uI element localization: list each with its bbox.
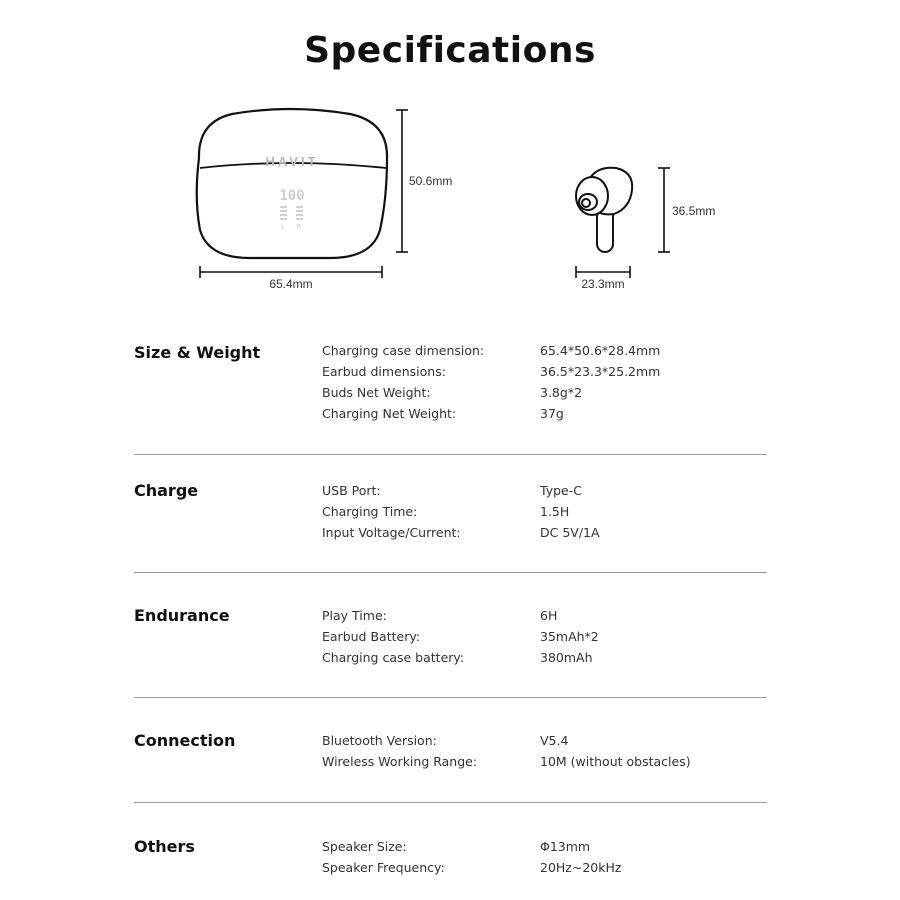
spec-row <box>322 525 762 545</box>
spec-key: Speaker Frequency: <box>322 860 445 875</box>
section-divider <box>134 802 767 803</box>
spec-row <box>322 608 762 628</box>
spec-key: Charging case dimension: <box>322 343 485 358</box>
brand-logo: HAVIT <box>265 154 319 169</box>
spec-key: Charging Net Weight: <box>322 406 457 421</box>
charging-case-illustration <box>197 109 387 258</box>
led-left-label: L <box>280 223 286 231</box>
spec-row <box>322 754 762 774</box>
spec-row <box>322 385 762 405</box>
spec-value: Φ13mm <box>540 839 591 854</box>
bud-width-label: 23.3mm <box>581 277 625 291</box>
spec-key: Wireless Working Range: <box>322 754 478 769</box>
section-title-connection: Connection <box>134 731 236 750</box>
spec-value: 65.4*50.6*28.4mm <box>540 343 661 358</box>
spec-value: 1.5H <box>540 504 570 519</box>
spec-row <box>322 364 762 384</box>
spec-value: 20Hz~20kHz <box>540 860 622 875</box>
spec-value: 380mAh <box>540 650 593 665</box>
spec-key: Charging case battery: <box>322 650 465 665</box>
spec-key: USB Port: <box>322 483 381 498</box>
led-digits: 100 <box>279 188 305 204</box>
section-divider <box>134 697 767 698</box>
spec-row <box>322 406 762 426</box>
spec-key: Charging Time: <box>322 504 418 519</box>
case-height-label: 50.6mm <box>409 174 453 188</box>
section-title-others: Others <box>134 837 195 856</box>
section-divider <box>134 454 767 455</box>
spec-row <box>322 629 762 649</box>
product-dimension-diagram <box>0 0 900 300</box>
case-height-dimension <box>396 110 408 252</box>
spec-row <box>322 483 762 503</box>
spec-row <box>322 839 762 859</box>
section-title-endurance: Endurance <box>134 606 230 625</box>
section-divider <box>134 572 767 573</box>
page-title: Specifications <box>304 30 596 71</box>
spec-row <box>322 650 762 670</box>
section-title-size-weight: Size & Weight <box>134 343 261 362</box>
spec-value: DC 5V/1A <box>540 525 600 540</box>
section-title-charge: Charge <box>134 481 199 500</box>
bud-height-label: 36.5mm <box>672 204 716 218</box>
earbud-illustration <box>576 168 632 252</box>
spec-key: Earbud dimensions: <box>322 364 446 379</box>
spec-row <box>322 343 762 363</box>
spec-value: 35mAh*2 <box>540 629 599 644</box>
spec-value: 3.8g*2 <box>540 385 583 400</box>
spec-key: Earbud Battery: <box>322 629 421 644</box>
spec-key: Speaker Size: <box>322 839 407 854</box>
spec-value: 10M (without obstacles) <box>540 754 691 769</box>
spec-key: Bluetooth Version: <box>322 733 437 748</box>
bud-height-dimension <box>658 168 670 252</box>
spec-value: 37g <box>540 406 564 421</box>
spec-key: Buds Net Weight: <box>322 385 431 400</box>
led-right-label: R <box>296 223 302 231</box>
spec-row <box>322 733 762 753</box>
spec-value: 6H <box>540 608 558 623</box>
spec-key: Input Voltage/Current: <box>322 525 461 540</box>
case-width-label: 65.4mm <box>269 277 313 291</box>
spec-row <box>322 504 762 524</box>
spec-row <box>322 860 762 880</box>
spec-value: V5.4 <box>540 733 569 748</box>
spec-key: Play Time: <box>322 608 387 623</box>
spec-value: Type-C <box>540 483 582 498</box>
spec-value: 36.5*23.3*25.2mm <box>540 364 661 379</box>
